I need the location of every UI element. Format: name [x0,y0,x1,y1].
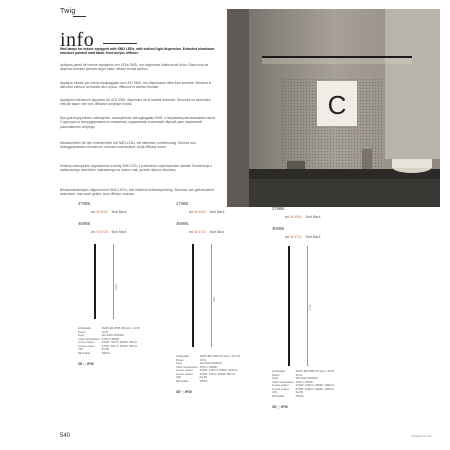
certification-marks: CE ▢ IP20 [272,405,288,409]
dimension-label: 1000 [115,284,118,290]
paragraph-5: Wandleuchten für den Innenbereich mit SMD-LEDs, mit indirekter Lichtstreuung. Struktur aus stranggepresstem Aluminium, schwarz matt lackiert, Acryl-Diffusor vorne. [60,141,196,150]
paragraph-3: Appliques intérieures équipées de LED CMS, dispersion de la lumière indirecte. Structure en aluminium extrudé laqué noir mat, diffuseur acrylique frontal. [60,98,212,107]
color-temp-3000k: 3000K [78,221,91,226]
spec-table: Lichtquelle SMD LED 2835 (96 pcs) x 10 W Power 10 W Input 110-240V 50/60Hz Color temperature 2700 or 3000K Lumen output 2700K: 760 lm 3000K: 780 lm Lumen output 2700K: 594 lm 3000K: 598 lm CRI Ra 80 Dimmable TRIAC [78,327,140,355]
article-code: art. W-4062 Matt Black [91,210,127,214]
spec-table: Lichtquelle SMD LED 2835 (54 pcs) x 15.3 W Power 15 W Input 110-240V 50/60Hz Color temperature 2700 or 3000K Lumen output 2700K: 1100 lm 3000K: 1040 lm Lumen output 2700K: 760 lm 3000K: 800 lm CRI Ra 80 Dimmable TRIAC [176,355,241,383]
dimension-label: 1700 [309,304,312,310]
paragraph-7: Binnenwandlampen uitgerust met SMD-LED's, met indirecte lichtverspreiding. Structuur van geëxtrudeerd aluminium, mat zwart gelakt, acryl diffusor vooraan. [60,188,215,197]
page-number: 540 [60,433,71,439]
footer-url: indiagsave.com [411,434,432,438]
section-title: info [60,29,95,51]
article-code: art. W-4083 Matt Black [189,210,225,214]
color-temp-3000k: 3000K [176,221,189,226]
paragraph-1: Apliques pared de interior equipados con LEDs SMD, con dispersión indirecta de la luz. Estructura de aluminio extruido pintada negro mate, difusor frontal acrílico. [60,63,209,72]
paragraph-4: Бра для внутреннего освещения, оснащённые светодиодами SMD, с непрямым рассеиванием света. Структура из экструдированного алюминия, окрашенная в матовый чёрный цвет, акриловый рассеиватель спереди. [60,116,216,129]
dimension-line [113,244,114,319]
title-underline [103,43,137,44]
article-code: art. W-2730 Matt Black [189,230,225,234]
dimension-line [211,244,212,347]
photo-letter: C [327,90,347,120]
lamp-drawing [94,244,96,319]
paragraph-6: Kinkiety wewnętrzne wyposażone w diody SMD LED, z pośrednim rozproszeniem światła. Konstrukcja z wytłaczanego aluminium malowanego na czarno mat, przedni dyfuzor akrylowy. [60,164,212,173]
lamp-drawing [288,246,290,366]
article-code: art. W-2731 Matt Black [285,235,321,239]
article-code: art. W-2728 Matt Black [91,230,127,234]
lamp-drawing [192,244,194,347]
dimension-line [307,246,308,366]
article-code: art. W-4084 Matt Black [285,215,321,219]
certification-marks: CE ▢ IP20 [78,362,94,366]
paragraph-2: Applique murale per interni equipaggiato con LED SMD, con dispersione della luce indiretta. Struttura in alluminio estruso verniciata nero opaco, diffusore in acrilico frontale. [60,81,212,90]
intro-text: Wall lamps for indoor equipped with SMD LEDs, with indirect light dispersion. Extruded aluminium structure painted matt black, front acrylic diffuser. [60,47,215,56]
dimension-label: 1300 [213,296,216,302]
spec-table: Lichtquelle SMD LED 2835 (54 pcs) x 20 W Power 20 W Input 110-240V 50/60Hz Color temperature 2700 or 3000K Lumen output 2700K: 1400 lm 3000K: 1480 lm Lumen output 2700K: 1000 lm 3000K: 1040 lm CRI Ra 80 Dimmable TRIAC [272,370,335,398]
brand-name: Twig [60,8,76,15]
color-temp-3000k: 3000K [272,226,285,231]
color-temp-2700k: 2700K [176,201,189,206]
certification-marks: CE ▢ IP20 [176,390,192,394]
color-temp-2700k: 2700K [272,206,285,211]
color-temp-2700k: 2700K [78,201,91,206]
brand-underline [73,16,86,17]
product-photo [227,9,440,207]
